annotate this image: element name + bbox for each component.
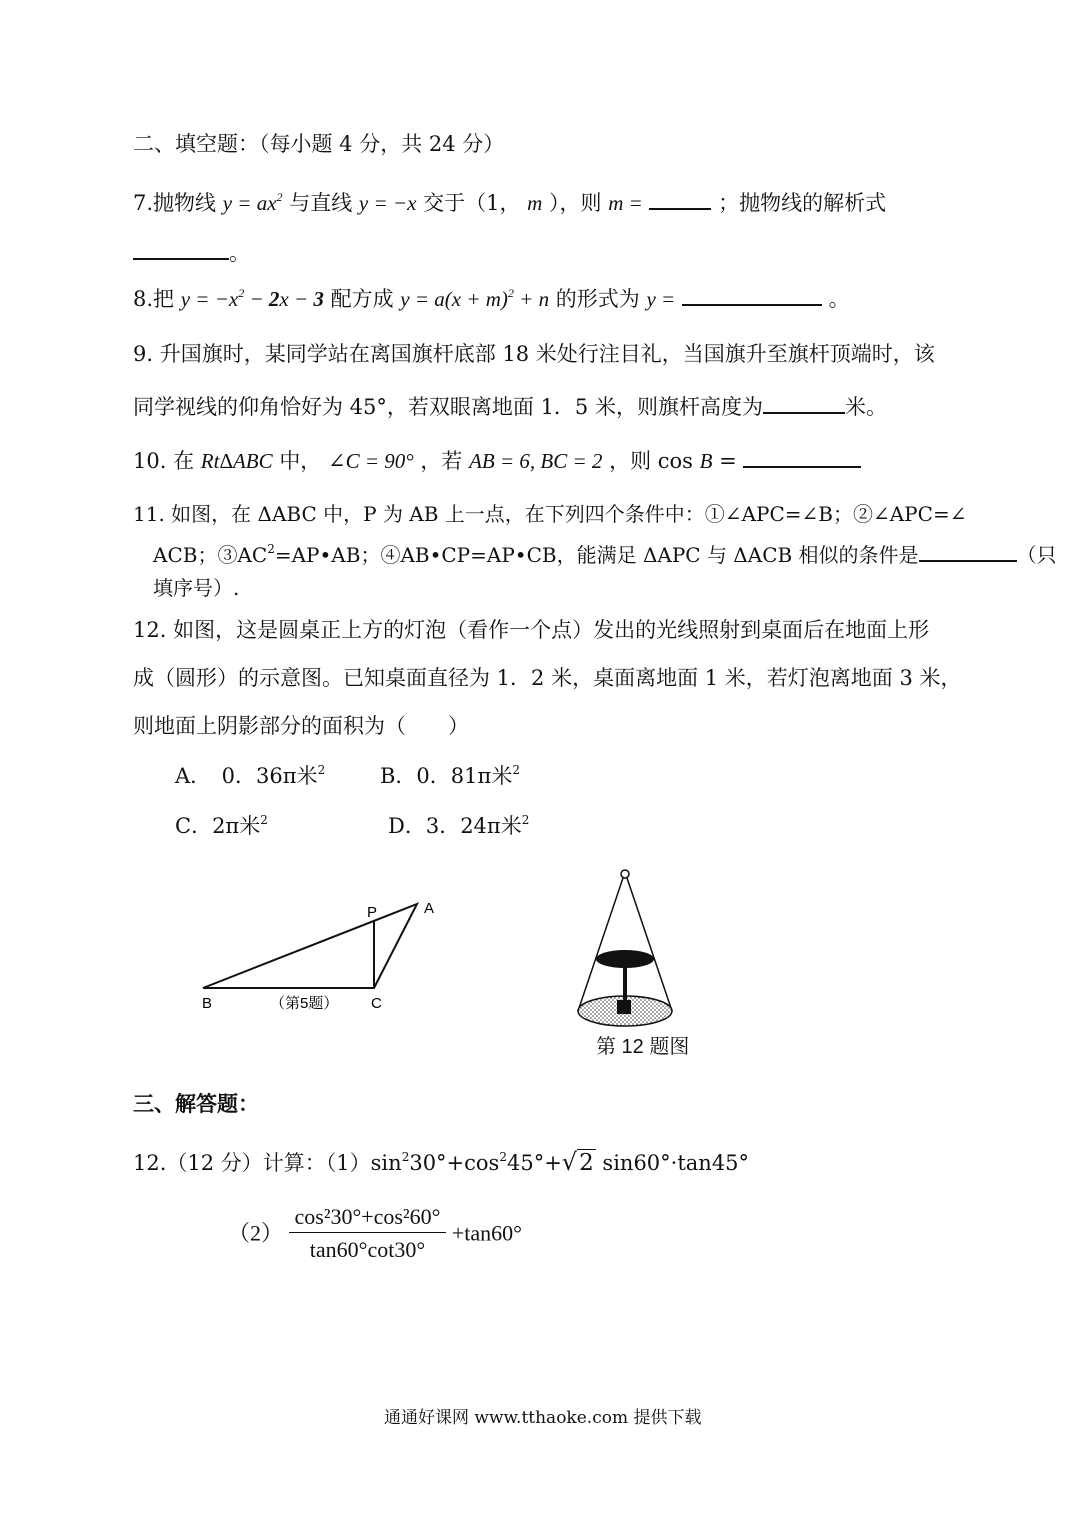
q8-mid2: 的形式为 xyxy=(555,287,640,311)
q12-option-a-sup: 2 xyxy=(317,763,326,777)
q8-mid: 配方成 xyxy=(330,287,394,311)
q7-answer-blank-2[interactable] xyxy=(133,240,229,260)
q10-lengths: AB = 6, BC = 2 xyxy=(469,449,603,473)
footer-credit: 通通好课网 www.tthaoke.com 提供下载 xyxy=(384,1408,702,1428)
table-top xyxy=(596,950,654,968)
q12-option-b[interactable] xyxy=(380,763,520,788)
cone-figure xyxy=(570,865,690,1035)
q10-triangle: RtΔABC xyxy=(200,449,273,473)
label-a: A xyxy=(424,900,435,917)
q12b-fraction xyxy=(289,1206,447,1261)
q7-tail: ；抛物线的解析式 xyxy=(718,191,887,215)
q7-mid1: 与直线 xyxy=(289,191,353,215)
section-heading-fill-in: 二、填空题：（每小题 4 分，共 24 分） xyxy=(133,132,505,156)
q7-line-expr: y = −x xyxy=(358,191,417,215)
q9-line2-a: 同学视线的仰角恰好为 45°，若双眼离地面 1．5 米，则旗杆高度为 xyxy=(133,395,763,419)
label-c: C xyxy=(371,995,382,1012)
q9-answer-blank[interactable] xyxy=(763,394,845,414)
q10-prefix: 10. 在 xyxy=(133,449,195,473)
question-11-line-2 xyxy=(153,542,1057,565)
q8-answer-blank[interactable] xyxy=(682,286,822,306)
q11-sup: 2 xyxy=(267,542,275,556)
bulb-icon xyxy=(621,870,629,878)
q10-cos: cos B = xyxy=(657,449,737,473)
question-11-line-1: 11. 如图，在 ΔABC 中，P 为 AB 上一点，在下列四个条件中：①∠APC=∠B；②∠APC=∠ xyxy=(133,502,967,526)
q12-option-a[interactable] xyxy=(175,763,326,788)
question-12-line-3: 则地面上阴影部分的面积为（ ） xyxy=(133,714,469,738)
q9-line2-b: 米。 xyxy=(844,395,887,419)
q8-y-eq: y = xyxy=(646,287,676,311)
question-12-line-1: 12. 如图，这是圆桌正上方的灯泡（看作一个点）发出的光线照射到桌面后在地面上形 xyxy=(133,618,930,642)
q12-option-c-text: C．2π米 xyxy=(175,814,261,838)
q12-option-d[interactable] xyxy=(388,813,530,838)
q7-mid2: 交于（1， xyxy=(423,191,521,215)
q12b-sqrt-arg: 2 xyxy=(579,1150,594,1176)
q10-answer-blank[interactable] xyxy=(743,448,861,468)
table-base xyxy=(617,1000,631,1014)
q8-prefix: 8.把 xyxy=(133,287,175,311)
q12b-p3: sin60°·tan45° xyxy=(602,1151,750,1175)
q10-angle: ∠C = 90° xyxy=(328,449,414,473)
q12b-prefix: 12.（12 分）计算：（1）sin xyxy=(133,1151,402,1175)
q10-mid2: ，若 xyxy=(420,449,463,473)
q8-expr-2: $y = a(x + m)^2 + n$ xyxy=(400,286,550,311)
q12-option-b-text: B．0．81π米 xyxy=(380,764,513,788)
q7-m-eq: m = xyxy=(608,191,643,215)
q12b-part2-label: （2） xyxy=(228,1220,284,1246)
q11-line2-b: =AP•AB；④AB•CP=AP•CB，能满足 ΔAPC 与 ΔACB 相似的条件是 xyxy=(274,543,919,567)
q11-answer-blank[interactable] xyxy=(919,542,1017,562)
q10-mid3: ，则 xyxy=(609,449,652,473)
question-12b-part-2 xyxy=(228,1206,522,1261)
q7-answer-blank-1[interactable] xyxy=(649,190,711,210)
cone-figure-caption: 第 12 题图 xyxy=(596,1036,690,1058)
section-heading-solutions: 三、解答题： xyxy=(133,1092,259,1116)
q12b-numerator: cos²30°+cos²60° xyxy=(289,1206,447,1233)
q10-mid1: 中， xyxy=(279,449,322,473)
q7-m: m xyxy=(527,191,543,215)
q12b-denominator: tan60°cot30° xyxy=(309,1237,426,1262)
question-7-line-1 xyxy=(133,190,886,214)
q8-expr-1: $y = -x^2 - 2x - 3$ xyxy=(180,286,324,311)
q7-line2-end: 。 xyxy=(229,241,250,265)
question-10 xyxy=(133,448,861,472)
triangle-caption: （第5题） xyxy=(270,995,339,1012)
q11-line2-c: （只 xyxy=(1016,543,1057,567)
q12-option-c-sup: 2 xyxy=(260,813,268,827)
question-12b-part-1: 12.（12 分）计算：$(1)\sin^230^\circ+\cos^245^\circ+√2$ sin60°·tan45° xyxy=(133,1148,750,1176)
q12-option-b-sup: 2 xyxy=(512,763,520,777)
q12b-p2: 45°+ xyxy=(506,1151,562,1175)
q8-end: 。 xyxy=(828,287,850,311)
q12-option-d-sup: 2 xyxy=(521,813,530,827)
q11-line2-a: ACB；③AC xyxy=(153,543,268,567)
q7-mid3: ），则 xyxy=(549,191,602,215)
q7-prefix: 7.抛物线 xyxy=(133,191,217,215)
question-9-line-2 xyxy=(133,394,887,418)
light-ray-right xyxy=(627,878,672,1011)
label-b: B xyxy=(202,995,213,1012)
question-8 xyxy=(133,286,850,310)
light-ray-left xyxy=(578,878,623,1011)
q12b-plus-tan: +tan60° xyxy=(451,1220,522,1246)
table-leg xyxy=(623,965,627,1000)
label-p: P xyxy=(367,904,378,921)
question-12-line-2: 成（圆形）的示意图。已知桌面直径为 1．2 米，桌面离地面 1 米，若灯泡离地面 3 米， xyxy=(133,666,962,690)
question-7-line-2 xyxy=(133,240,250,264)
q12-option-d-text: D．3．24π米 xyxy=(388,814,522,838)
q12-option-c[interactable] xyxy=(175,813,268,838)
question-9-line-1: 9. 升国旗时，某同学站在离国旗杆底部 18 米处行注目礼，当国旗升至旗杆顶端时，该 xyxy=(133,342,935,366)
q7-parabola-expr: $y = ax^2$ xyxy=(222,190,283,215)
q12-option-a-text: A． 0．36π米 xyxy=(175,764,318,788)
triangle-abc xyxy=(203,904,417,988)
q12b-p1: 30°+cos xyxy=(409,1151,500,1175)
sqrt-symbol: √ xyxy=(561,1148,578,1176)
question-11-line-3: 填序号）. xyxy=(153,576,240,600)
triangle-figure xyxy=(195,895,445,1020)
